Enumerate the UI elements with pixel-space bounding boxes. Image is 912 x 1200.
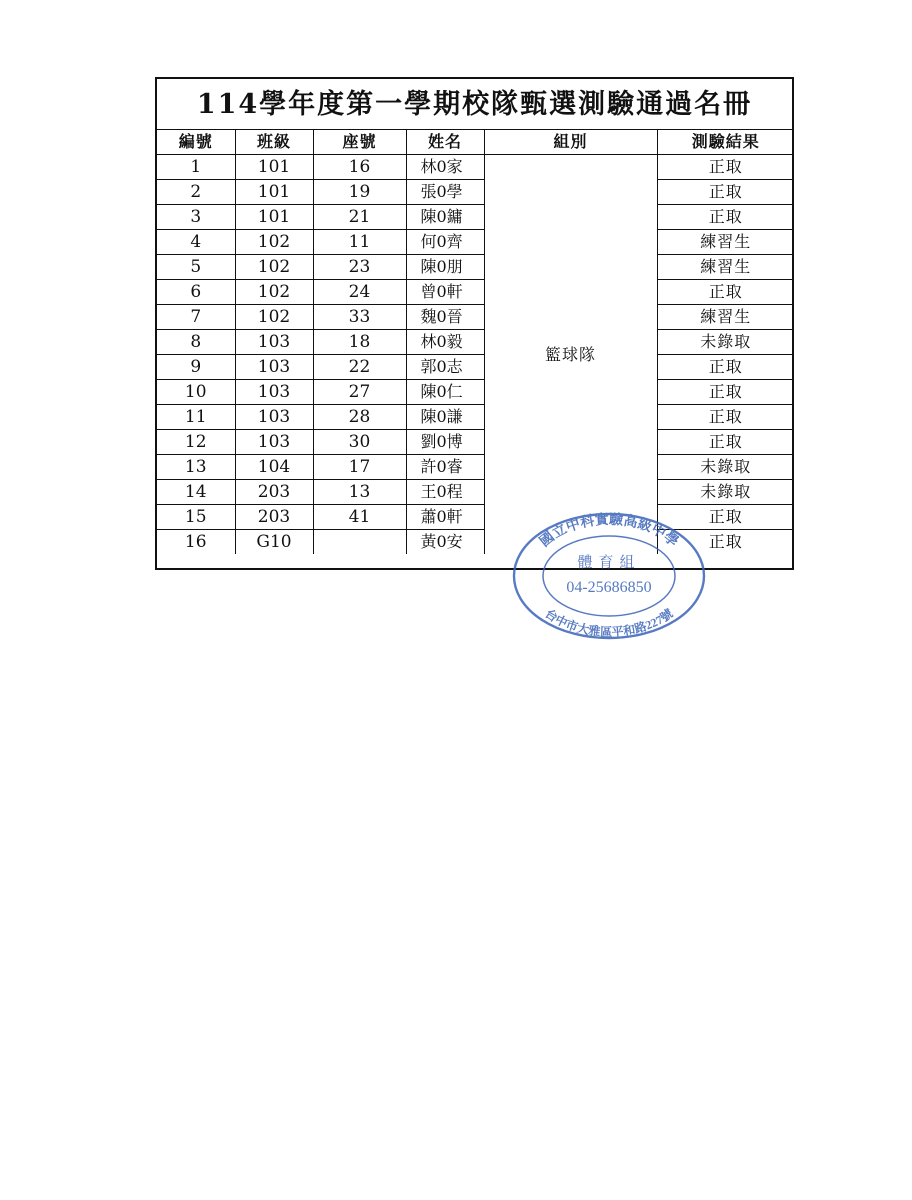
- cell-seat: [313, 530, 406, 555]
- cell-result: 正取: [657, 205, 794, 230]
- table-row: [157, 280, 794, 305]
- header-result: 測驗結果: [657, 130, 794, 155]
- cell-class: G10: [235, 530, 313, 555]
- cell-class: 101: [235, 205, 313, 230]
- cell-seat: 11: [313, 230, 406, 255]
- cell-class: 103: [235, 355, 313, 380]
- cell-seat: 19: [313, 180, 406, 205]
- cell-name: 何0齊: [406, 230, 484, 255]
- cell-seat: 13: [313, 480, 406, 505]
- cell-class: 101: [235, 155, 313, 180]
- table-row: [157, 380, 794, 405]
- cell-seat: 21: [313, 205, 406, 230]
- cell-group: 籃球隊: [484, 155, 657, 555]
- table-row: [157, 330, 794, 355]
- table-row: [157, 430, 794, 455]
- cell-number: 8: [157, 330, 235, 355]
- cell-number: 14: [157, 480, 235, 505]
- cell-seat: 23: [313, 255, 406, 280]
- cell-name: 陳0朋: [406, 255, 484, 280]
- cell-seat: 33: [313, 305, 406, 330]
- cell-class: 103: [235, 405, 313, 430]
- cell-result: 未錄取: [657, 330, 794, 355]
- cell-result: 練習生: [657, 230, 794, 255]
- header-class: 班級: [235, 130, 313, 155]
- cell-number: 16: [157, 530, 235, 555]
- svg-text:國立中科實驗高級中學: [536, 511, 682, 550]
- roster-table: [157, 130, 794, 554]
- table-row: [157, 180, 794, 205]
- cell-name: 魏0晉: [406, 305, 484, 330]
- table-header-row: [157, 130, 794, 155]
- cell-class: 103: [235, 380, 313, 405]
- table-row: [157, 480, 794, 505]
- cell-name: 黃0安: [406, 530, 484, 555]
- cell-result: 未錄取: [657, 455, 794, 480]
- cell-number: 13: [157, 455, 235, 480]
- cell-class: 104: [235, 455, 313, 480]
- cell-number: 9: [157, 355, 235, 380]
- cell-class: 102: [235, 255, 313, 280]
- cell-seat: 17: [313, 455, 406, 480]
- cell-seat: 22: [313, 355, 406, 380]
- cell-name: 陳0謙: [406, 405, 484, 430]
- cell-result: 練習生: [657, 255, 794, 280]
- cell-name: 許0睿: [406, 455, 484, 480]
- cell-class: 103: [235, 430, 313, 455]
- table-row: [157, 230, 794, 255]
- cell-number: 1: [157, 155, 235, 180]
- cell-result: 正取: [657, 505, 794, 530]
- cell-name: 郭0志: [406, 355, 484, 380]
- cell-seat: 41: [313, 505, 406, 530]
- table-row: [157, 205, 794, 230]
- cell-result: 正取: [657, 180, 794, 205]
- cell-result: 正取: [657, 530, 794, 555]
- cell-number: 15: [157, 505, 235, 530]
- cell-number: 2: [157, 180, 235, 205]
- cell-seat: 28: [313, 405, 406, 430]
- cell-number: 12: [157, 430, 235, 455]
- cell-name: 蕭0軒: [406, 505, 484, 530]
- cell-name: 林0毅: [406, 330, 484, 355]
- header-name: 姓名: [406, 130, 484, 155]
- seal-address: 台中市大雅區平和路227號: [542, 606, 676, 640]
- cell-class: 103: [235, 330, 313, 355]
- cell-number: 11: [157, 405, 235, 430]
- header-number: 編號: [157, 130, 235, 155]
- table-row: [157, 305, 794, 330]
- cell-result: 正取: [657, 155, 794, 180]
- roster-body: [157, 155, 794, 555]
- cell-number: 3: [157, 205, 235, 230]
- cell-class: 101: [235, 180, 313, 205]
- cell-number: 4: [157, 230, 235, 255]
- header-seat: 座號: [313, 130, 406, 155]
- cell-result: 練習生: [657, 305, 794, 330]
- svg-text:台中市大雅區平和路227號: [543, 606, 676, 640]
- cell-name: 張0學: [406, 180, 484, 205]
- cell-name: 曾0軒: [406, 280, 484, 305]
- seal-phone: 04-25686850: [566, 579, 652, 596]
- roster-sheet: [155, 77, 794, 570]
- cell-name: 陳0仁: [406, 380, 484, 405]
- header-group: 組別: [484, 130, 657, 155]
- cell-result: 正取: [657, 430, 794, 455]
- cell-name: 林0家: [406, 155, 484, 180]
- cell-class: 203: [235, 480, 313, 505]
- cell-result: 未錄取: [657, 480, 794, 505]
- cell-result: 正取: [657, 355, 794, 380]
- cell-seat: 16: [313, 155, 406, 180]
- cell-number: 7: [157, 305, 235, 330]
- school-seal-stamp: [510, 510, 708, 642]
- table-row: [157, 255, 794, 280]
- cell-number: 10: [157, 380, 235, 405]
- seal-school-name: 國立中科實驗高級中學: [537, 512, 681, 551]
- table-row: [157, 455, 794, 480]
- page-title: 114學年度第一學期校隊甄選測驗通過名冊: [157, 79, 792, 130]
- cell-seat: 30: [313, 430, 406, 455]
- cell-result: 正取: [657, 405, 794, 430]
- cell-seat: 24: [313, 280, 406, 305]
- cell-result: 正取: [657, 280, 794, 305]
- table-row: [157, 355, 794, 380]
- cell-seat: 27: [313, 380, 406, 405]
- cell-class: 102: [235, 280, 313, 305]
- cell-number: 5: [157, 255, 235, 280]
- cell-name: 劉0博: [406, 430, 484, 455]
- cell-result: 正取: [657, 380, 794, 405]
- cell-class: 102: [235, 305, 313, 330]
- table-row: [157, 155, 794, 180]
- cell-class: 203: [235, 505, 313, 530]
- cell-seat: 18: [313, 330, 406, 355]
- cell-name: 陳0鏞: [406, 205, 484, 230]
- seal-unit: 體育組: [577, 555, 641, 571]
- cell-name: 王0程: [406, 480, 484, 505]
- table-row: [157, 405, 794, 430]
- cell-class: 102: [235, 230, 313, 255]
- cell-number: 6: [157, 280, 235, 305]
